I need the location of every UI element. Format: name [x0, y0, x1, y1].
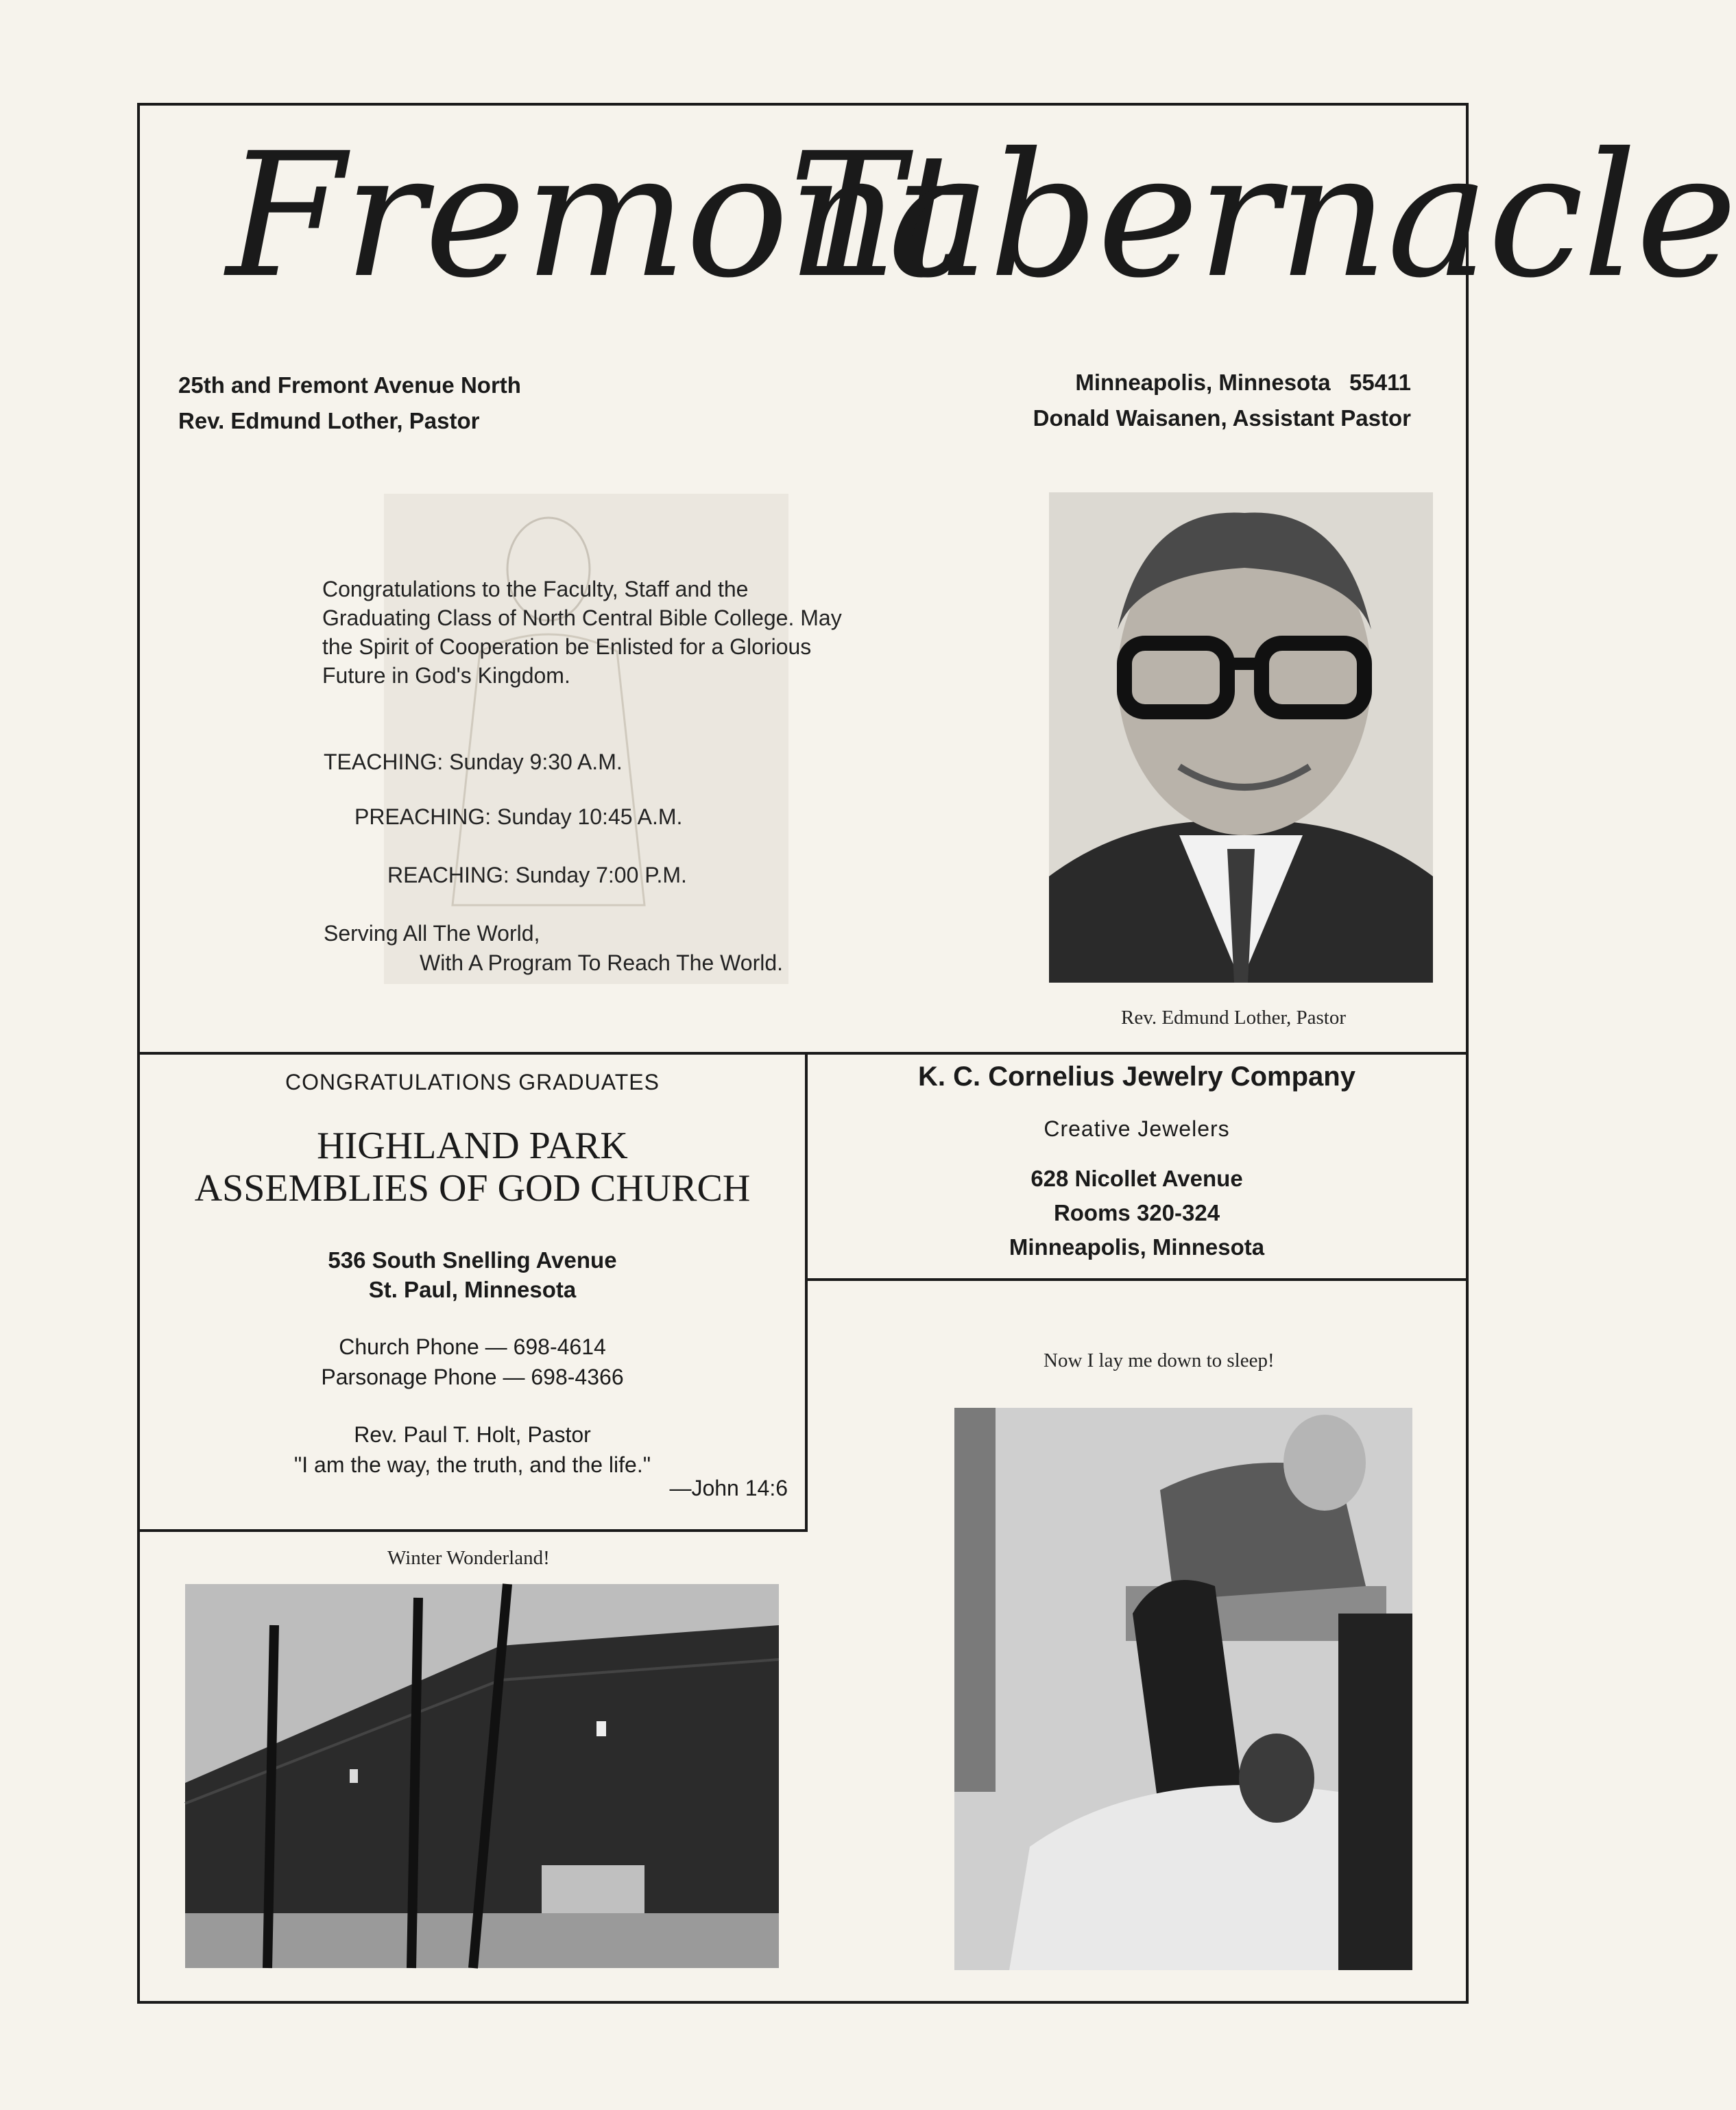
serving-line-1: Serving All The World,	[324, 921, 540, 946]
pastor-photo	[1049, 492, 1433, 983]
highland-pastor: Rev. Paul T. Holt, Pastor	[354, 1422, 591, 1447]
assistant-pastor-line: Donald Waisanen, Assistant Pastor	[1033, 405, 1411, 431]
scripture-verse: —John 14:6	[669, 1476, 788, 1500]
jewelry-company-name: K. C. Cornelius Jewelry Company	[918, 1062, 1355, 1092]
preaching-time: PREACHING: Sunday 10:45 A.M.	[354, 804, 683, 829]
jewelry-city: Minneapolis, Minnesota	[1009, 1234, 1265, 1260]
city-block	[1033, 365, 1411, 436]
address-line: 25th and Fremont Avenue North	[178, 372, 521, 398]
church-name-line-2: ASSEMBLIES OF GOD CHURCH	[194, 1167, 751, 1210]
highland-street: 536 South Snelling Avenue	[328, 1247, 617, 1273]
jewelry-tagline: Creative Jewelers	[1044, 1116, 1230, 1141]
pastor-line: Rev. Edmund Lother, Pastor	[178, 408, 480, 433]
address-block	[178, 368, 521, 439]
jewelry-street: 628 Nicollet Avenue	[1030, 1166, 1243, 1191]
pastor-photo-caption: Rev. Edmund Lother, Pastor	[1121, 1007, 1346, 1029]
congratulations-message: Congratulations to the Faculty, Staff and the Graduating Class of North Central Bible College. May the Spirit of Cooperation be Enlisted for a Glorious Future in God's Kingdom.	[322, 577, 842, 688]
title-fremont: Fremont	[226, 116, 964, 315]
highland-phones	[140, 1332, 805, 1392]
teaching-time: TEACHING: Sunday 9:30 A.M.	[324, 750, 623, 774]
sleep-photo	[954, 1408, 1412, 1970]
highland-city: St. Paul, Minnesota	[368, 1277, 577, 1302]
jewelry-rooms: Rooms 320-324	[1053, 1200, 1220, 1225]
scripture-quote: "I am the way, the truth, and the life."	[293, 1452, 651, 1477]
winter-photo-caption: Winter Wonderland!	[387, 1547, 550, 1569]
reaching-time: REACHING: Sunday 7:00 P.M.	[387, 863, 687, 887]
parsonage-phone: Parsonage Phone — 698-4366	[321, 1365, 624, 1389]
winter-photo	[185, 1584, 779, 1968]
jesus-vignette-image	[384, 494, 788, 984]
title-tabernacle: Tabernacle	[788, 116, 1736, 315]
serving-line-2: With A Program To Reach The World.	[420, 950, 784, 975]
highland-church-name	[140, 1125, 805, 1210]
church-phone: Church Phone — 698-4614	[339, 1334, 606, 1359]
city-line: Minneapolis, Minnesota 55411	[1075, 370, 1411, 395]
sleep-photo-caption: Now I lay me down to sleep!	[1044, 1350, 1275, 1371]
church-name-line-1: HIGHLAND PARK	[317, 1125, 628, 1167]
highland-address	[140, 1245, 805, 1304]
jewelry-address	[808, 1162, 1466, 1264]
congratulations-graduates-heading: CONGRATULATIONS GRADUATES	[285, 1070, 660, 1094]
highland-pastor-quote	[140, 1419, 805, 1480]
